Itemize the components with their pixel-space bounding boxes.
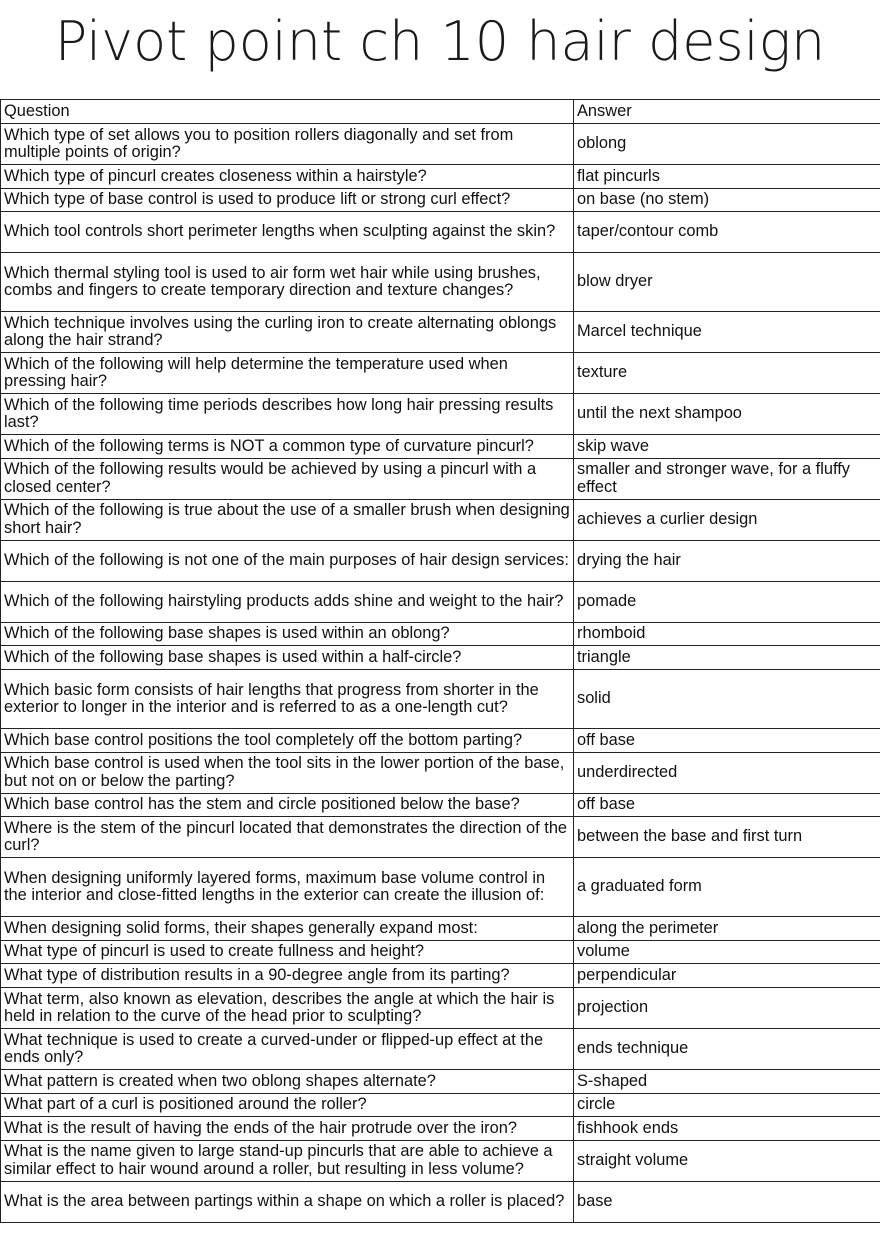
question-cell: Which of the following results would be achieved by using a pincurl with a closed center? bbox=[1, 458, 574, 499]
question-cell: What type of distribution results in a 90-degree angle from its parting? bbox=[1, 964, 574, 988]
table-row bbox=[1, 253, 880, 312]
question-cell: Which of the following is true about the use of a smaller brush when designing short hair? bbox=[1, 499, 574, 540]
answer-cell: circle bbox=[574, 1093, 880, 1117]
question-cell: Which of the following hairstyling products adds shine and weight to the hair? bbox=[1, 581, 574, 622]
table-row bbox=[1, 353, 880, 394]
question-cell: Which of the following terms is NOT a common type of curvature pincurl? bbox=[1, 435, 574, 459]
table-row bbox=[1, 1028, 880, 1069]
answer-cell: off base bbox=[574, 728, 880, 752]
table-row bbox=[1, 917, 880, 941]
answer-cell: base bbox=[574, 1181, 880, 1222]
table-row bbox=[1, 964, 880, 988]
answer-cell: S-shaped bbox=[574, 1069, 880, 1093]
answer-cell: ends technique bbox=[574, 1028, 880, 1069]
answer-cell: volume bbox=[574, 940, 880, 964]
table-row bbox=[1, 669, 880, 728]
table-row bbox=[1, 435, 880, 459]
answer-cell: along the perimeter bbox=[574, 917, 880, 941]
question-cell: What technique is used to create a curved-under or flipped-up effect at the ends only? bbox=[1, 1028, 574, 1069]
question-cell: Which base control positions the tool completely off the bottom parting? bbox=[1, 728, 574, 752]
table-row bbox=[1, 752, 880, 793]
qa-table bbox=[0, 99, 880, 1223]
answer-cell: blow dryer bbox=[574, 253, 880, 312]
table-row bbox=[1, 499, 880, 540]
answer-cell: texture bbox=[574, 353, 880, 394]
table-row bbox=[1, 1117, 880, 1141]
answer-cell: a graduated form bbox=[574, 858, 880, 917]
answer-cell: Marcel technique bbox=[574, 312, 880, 353]
question-cell: What part of a curl is positioned around the roller? bbox=[1, 1093, 574, 1117]
answer-cell: flat pincurls bbox=[574, 165, 880, 189]
answer-cell: oblong bbox=[574, 124, 880, 165]
question-cell: Which base control has the stem and circle positioned below the base? bbox=[1, 793, 574, 817]
answer-cell: pomade bbox=[574, 581, 880, 622]
answer-cell: skip wave bbox=[574, 435, 880, 459]
answer-cell: underdirected bbox=[574, 752, 880, 793]
table-row bbox=[1, 312, 880, 353]
question-cell: Which type of pincurl creates closeness within a hairstyle? bbox=[1, 165, 574, 189]
answer-cell: between the base and first turn bbox=[574, 817, 880, 858]
question-cell: Which of the following is not one of the main purposes of hair design services: bbox=[1, 540, 574, 581]
qa-table-body bbox=[1, 100, 880, 1223]
table-header-row bbox=[1, 100, 880, 124]
question-cell: Which type of base control is used to produce lift or strong curl effect? bbox=[1, 188, 574, 212]
table-row bbox=[1, 1181, 880, 1222]
table-row bbox=[1, 581, 880, 622]
answer-cell: perpendicular bbox=[574, 964, 880, 988]
question-cell: Which base control is used when the tool sits in the lower portion of the base, but not on or below the parting? bbox=[1, 752, 574, 793]
answer-cell: projection bbox=[574, 987, 880, 1028]
table-row bbox=[1, 858, 880, 917]
question-cell: Which of the following base shapes is used within an oblong? bbox=[1, 622, 574, 646]
question-cell: Which of the following time periods describes how long hair pressing results last? bbox=[1, 394, 574, 435]
header-answer: Answer bbox=[574, 100, 880, 124]
table-row bbox=[1, 940, 880, 964]
table-row bbox=[1, 646, 880, 670]
table-row bbox=[1, 987, 880, 1028]
answer-cell: solid bbox=[574, 669, 880, 728]
question-cell: Which type of set allows you to position rollers diagonally and set from multiple points of origin? bbox=[1, 124, 574, 165]
question-cell: When designing solid forms, their shapes generally expand most: bbox=[1, 917, 574, 941]
answer-cell: drying the hair bbox=[574, 540, 880, 581]
question-cell: Which of the following will help determine the temperature used when pressing hair? bbox=[1, 353, 574, 394]
table-row bbox=[1, 165, 880, 189]
answer-cell: taper/contour comb bbox=[574, 212, 880, 253]
answer-cell: off base bbox=[574, 793, 880, 817]
table-row bbox=[1, 622, 880, 646]
header-question: Question bbox=[1, 100, 574, 124]
table-row bbox=[1, 1140, 880, 1181]
question-cell: Which basic form consists of hair lengths that progress from shorter in the exterior to longer in the interior and is referred to as a one-length cut? bbox=[1, 669, 574, 728]
table-row bbox=[1, 540, 880, 581]
table-row bbox=[1, 394, 880, 435]
answer-cell: achieves a curlier design bbox=[574, 499, 880, 540]
question-cell: When designing uniformly layered forms, maximum base volume control in the interior and close-fitted lengths in the exterior can create the illusion of: bbox=[1, 858, 574, 917]
question-cell: What is the area between partings within a shape on which a roller is placed? bbox=[1, 1181, 574, 1222]
question-cell: Which thermal styling tool is used to air form wet hair while using brushes, combs and fingers to create temporary direction and texture changes? bbox=[1, 253, 574, 312]
answer-cell: on base (no stem) bbox=[574, 188, 880, 212]
question-cell: Which tool controls short perimeter lengths when sculpting against the skin? bbox=[1, 212, 574, 253]
table-row bbox=[1, 458, 880, 499]
table-row bbox=[1, 212, 880, 253]
question-cell: What is the result of having the ends of the hair protrude over the iron? bbox=[1, 1117, 574, 1141]
table-row bbox=[1, 728, 880, 752]
table-row bbox=[1, 1093, 880, 1117]
table-row bbox=[1, 188, 880, 212]
question-cell: What pattern is created when two oblong shapes alternate? bbox=[1, 1069, 574, 1093]
page-title: Pivot point ch 10 hair design bbox=[54, 10, 826, 73]
answer-cell: fishhook ends bbox=[574, 1117, 880, 1141]
answer-cell: straight volume bbox=[574, 1140, 880, 1181]
question-cell: What is the name given to large stand-up pincurls that are able to achieve a similar effect to hair wound around a roller, but resulting in less volume? bbox=[1, 1140, 574, 1181]
question-cell: Which of the following base shapes is used within a half-circle? bbox=[1, 646, 574, 670]
question-cell: What term, also known as elevation, describes the angle at which the hair is held in relation to the curve of the head prior to sculpting? bbox=[1, 987, 574, 1028]
question-cell: What type of pincurl is used to create fullness and height? bbox=[1, 940, 574, 964]
question-cell: Which technique involves using the curling iron to create alternating oblongs along the hair strand? bbox=[1, 312, 574, 353]
answer-cell: rhomboid bbox=[574, 622, 880, 646]
answer-cell: triangle bbox=[574, 646, 880, 670]
table-row bbox=[1, 124, 880, 165]
table-row bbox=[1, 793, 880, 817]
answer-cell: smaller and stronger wave, for a fluffy effect bbox=[574, 458, 880, 499]
question-cell: Where is the stem of the pincurl located that demonstrates the direction of the curl? bbox=[1, 817, 574, 858]
table-row bbox=[1, 817, 880, 858]
answer-cell: until the next shampoo bbox=[574, 394, 880, 435]
table-row bbox=[1, 1069, 880, 1093]
